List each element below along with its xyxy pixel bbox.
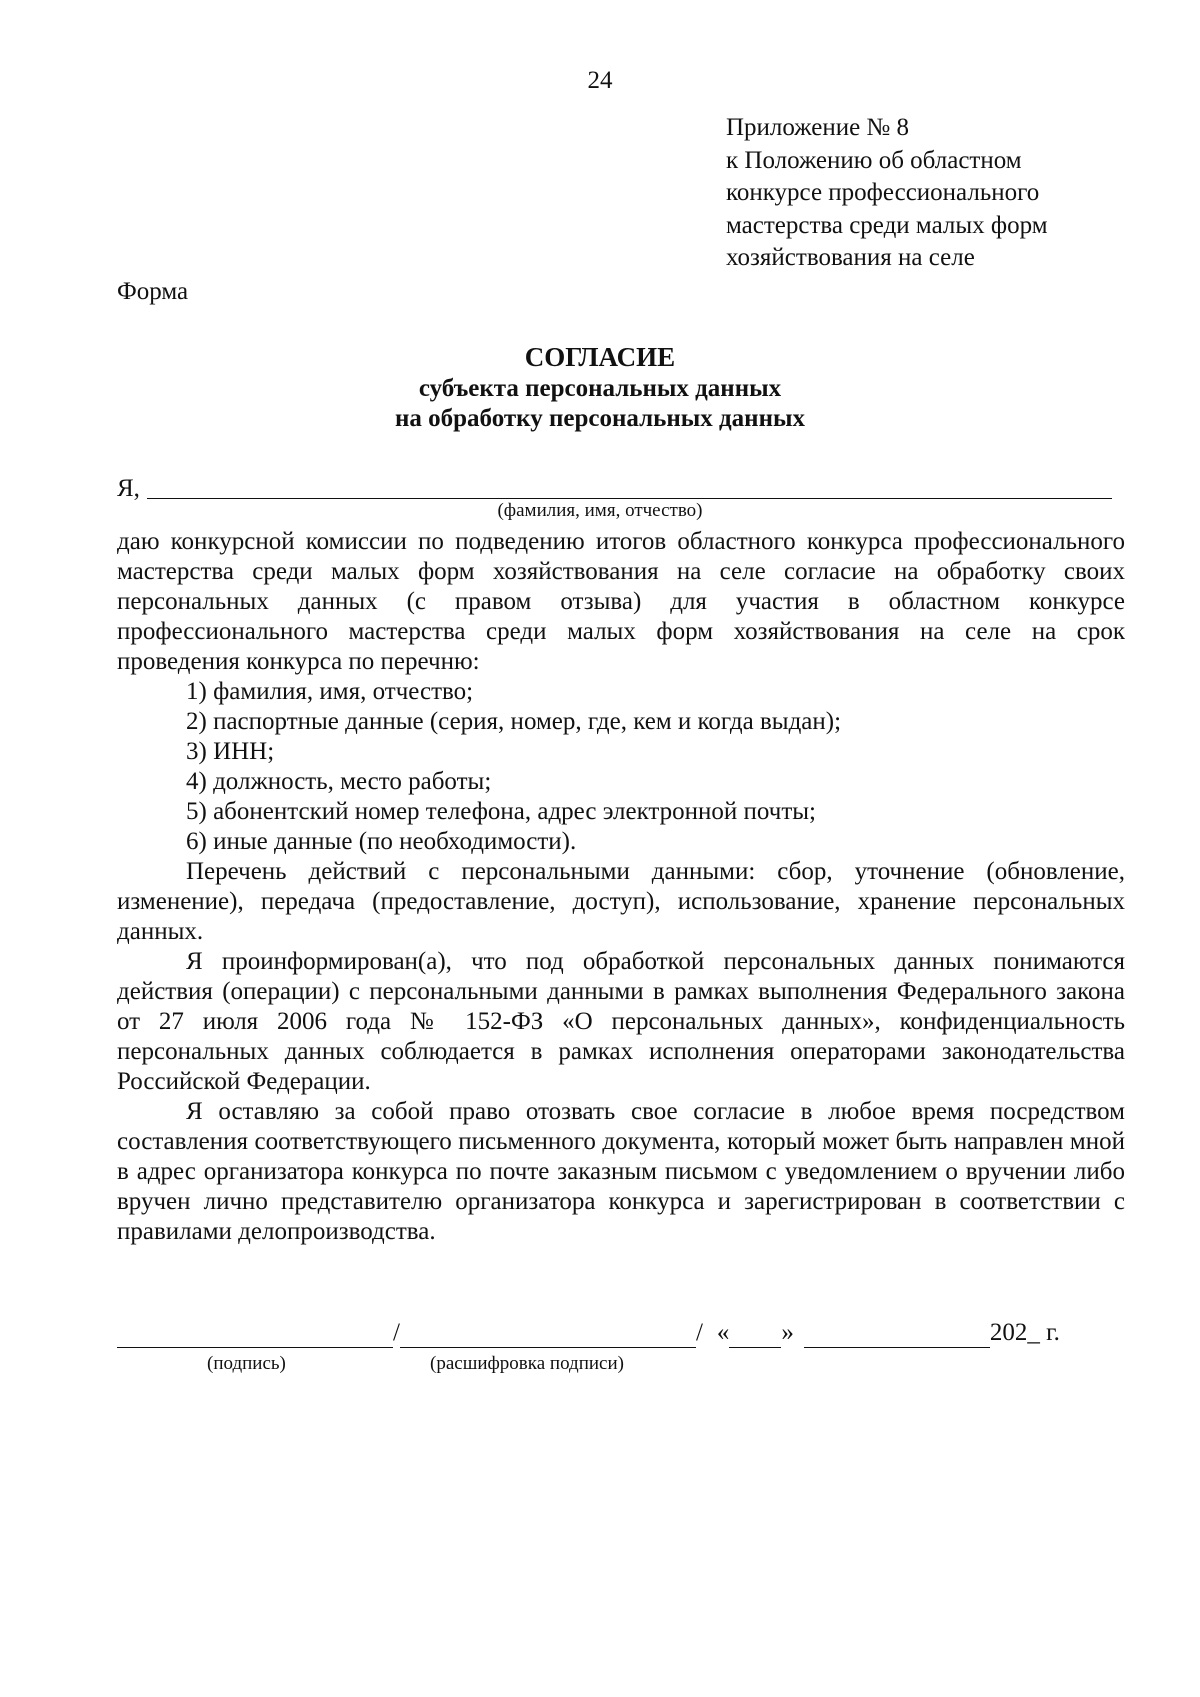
date-quote-open: « (716, 1319, 730, 1346)
signature-decoding-caption: (расшифровка подписи) (430, 1353, 624, 1374)
appendix-line: к Положению об областном (726, 146, 1022, 174)
title-main: СОГЛАСИЕ (524, 342, 676, 372)
appendix-line: мастерства среди малых форм (726, 211, 1048, 239)
title-subtitle: на обработку персональных данных (395, 405, 805, 432)
list-item: 2) паспортные данные (серия, номер, где, кем и когда выдан); (186, 708, 842, 735)
appendix-line: хозяйствования на селе (726, 244, 975, 271)
date-day-field[interactable] (729, 1323, 781, 1348)
appendix-line: конкурсе профессионального (726, 179, 1040, 206)
actions-paragraph: Перечень действий с персональными данными: сбор, уточнение (обновление, изменение), передача (предоставление, доступ), использование, хранение персональных данных. (117, 858, 1125, 945)
date-quote-close: » (781, 1319, 794, 1346)
appendix-reference (726, 112, 1146, 275)
signature-field[interactable] (117, 1323, 393, 1348)
list-item: 4) должность, место работы; (186, 768, 492, 795)
intro-paragraph: даю конкурсной комиссии по подведению итогов областного конкурса профессионального мастерства среди малых форм хозяйствования на селе согласие на обработку своих персональных данных (с правом отзыва) для участия в областном конкурсе профессионального мастерства среди малых форм хозяйствования на селе на срок проведения конкурса по перечню: (117, 528, 1125, 675)
slash-separator: / (695, 1319, 703, 1346)
form-label: Форма (117, 278, 189, 305)
full-name-caption: (фамилия, имя, отчество) (497, 500, 703, 521)
signature-decoding-field[interactable] (400, 1323, 696, 1348)
date-year: 202_ г. (989, 1319, 1060, 1346)
slash-separator: / (393, 1319, 400, 1346)
title-subtitle: субъекта персональных данных (418, 375, 782, 402)
signature-caption: (подпись) (207, 1353, 286, 1374)
page-number: 24 (587, 67, 613, 94)
name-prefix: Я, (117, 475, 140, 502)
list-item: 1) фамилия, имя, отчество; (186, 678, 474, 705)
appendix-line: Приложение № 8 (726, 114, 910, 141)
withdrawal-paragraph: Я оставляю за собой право отозвать свое согласие в любое время посредством составления соответствующего письменного документа, который может быть направлен мной в адрес организатора конкурса по почте заказным письмом с уведомлением о вручении либо вручен лично представителю организатора конкурса и зарегистрирован в соответствии с правилами делопроизводства. (117, 1098, 1125, 1245)
document-title (0, 340, 1200, 434)
list-item: 5) абонентский номер телефона, адрес электронной почты; (186, 798, 817, 825)
signature-row (117, 1318, 1117, 1348)
consent-body (117, 527, 1125, 1247)
list-item: 3) ИНН; (186, 738, 275, 765)
list-item: 6) иные данные (по необходимости). (186, 828, 577, 855)
informed-paragraph: Я проинформирован(а), что под обработкой персональных данных понимаются действия (операции) с персональными данными в рамках выполнения Федерального закона от 27 июля 2006 года № 152-ФЗ «О персональных данных», конфиденциальность персональных данных соблюдается в рамках исполнения операторами законодательства Российской Федерации. (117, 948, 1125, 1095)
date-month-field[interactable] (804, 1323, 990, 1348)
